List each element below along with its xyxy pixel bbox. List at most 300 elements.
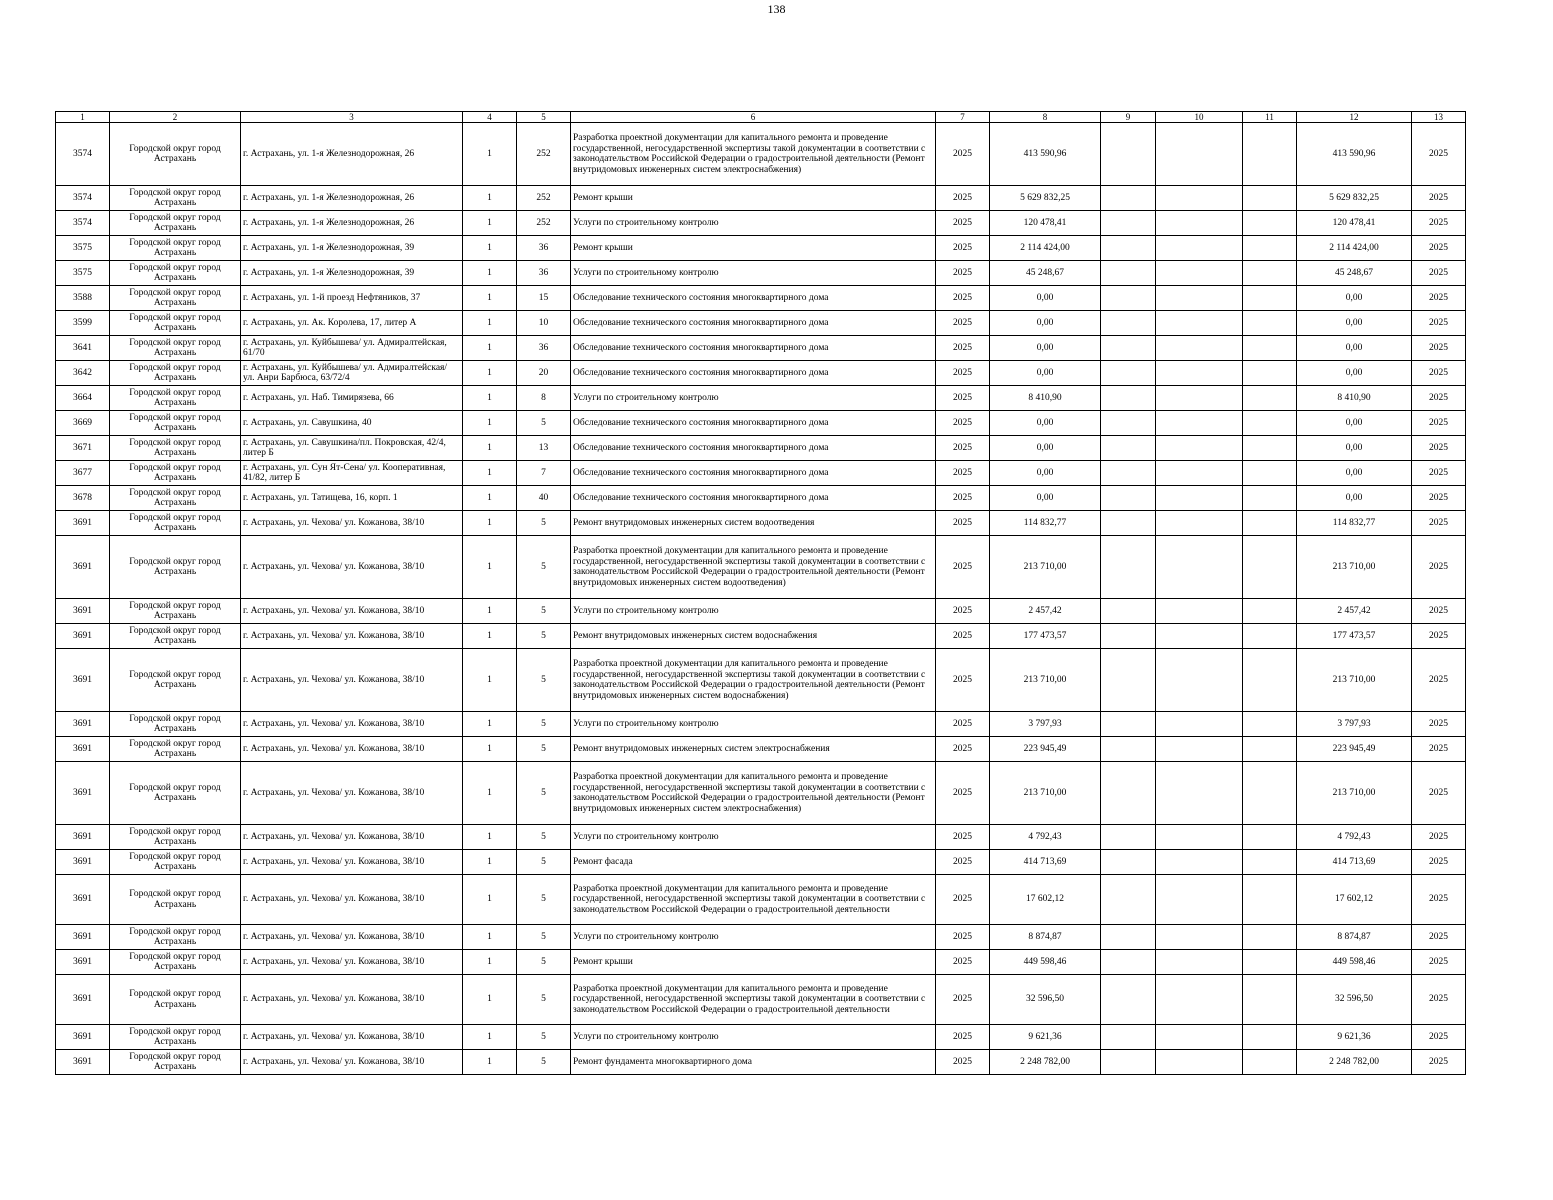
cell-col5: 5 xyxy=(517,712,571,737)
cell-col5: 5 xyxy=(517,762,571,825)
cell-col10 xyxy=(1156,875,1243,925)
cell-col5: 8 xyxy=(517,386,571,411)
cell-cost: 2 248 782,00 xyxy=(990,1050,1101,1075)
cell-cost: 3 797,93 xyxy=(990,712,1101,737)
cell-col4: 1 xyxy=(463,975,517,1025)
cell-col9 xyxy=(1101,536,1156,599)
cell-house-id: 3669 xyxy=(56,411,110,436)
cell-col5: 5 xyxy=(517,1050,571,1075)
cell-year: 2025 xyxy=(936,624,990,649)
table-row xyxy=(56,536,1466,599)
cell-col4: 1 xyxy=(463,649,517,712)
cell-total: 2 248 782,00 xyxy=(1297,1050,1412,1075)
cell-address: г. Астрахань, ул. Чехова/ ул. Кожанова, 38/10 xyxy=(241,712,463,737)
column-header: 9 xyxy=(1101,112,1156,123)
cell-work-type: Услуги по строительному контролю xyxy=(571,712,936,737)
cell-col9 xyxy=(1101,712,1156,737)
cell-year: 2025 xyxy=(936,286,990,311)
cell-year: 2025 xyxy=(936,825,990,850)
cell-col9 xyxy=(1101,975,1156,1025)
cell-end-year: 2025 xyxy=(1412,236,1466,261)
cell-col9 xyxy=(1101,1025,1156,1050)
cell-total: 4 792,43 xyxy=(1297,825,1412,850)
cell-address: г. Астрахань, ул. 1-я Железнодорожная, 26 xyxy=(241,186,463,211)
cell-municipality: Городской округ город Астрахань xyxy=(110,486,241,511)
cell-municipality: Городской округ город Астрахань xyxy=(110,511,241,536)
cell-col11 xyxy=(1243,1050,1297,1075)
cell-col5: 252 xyxy=(517,123,571,186)
cell-year: 2025 xyxy=(936,123,990,186)
cell-col9 xyxy=(1101,211,1156,236)
cell-year: 2025 xyxy=(936,461,990,486)
cell-end-year: 2025 xyxy=(1412,850,1466,875)
table-row xyxy=(56,486,1466,511)
cell-house-id: 3691 xyxy=(56,511,110,536)
column-header: 5 xyxy=(517,112,571,123)
cell-address: г. Астрахань, ул. 1-я Железнодорожная, 26 xyxy=(241,123,463,186)
cell-work-type: Услуги по строительному контролю xyxy=(571,925,936,950)
cell-col11 xyxy=(1243,211,1297,236)
cell-address: г. Астрахань, ул. Ак. Королева, 17, литер А xyxy=(241,311,463,336)
column-header: 11 xyxy=(1243,112,1297,123)
cell-col10 xyxy=(1156,336,1243,361)
cell-col10 xyxy=(1156,1025,1243,1050)
cell-col11 xyxy=(1243,236,1297,261)
cell-total: 0,00 xyxy=(1297,461,1412,486)
cell-municipality: Городской округ город Астрахань xyxy=(110,925,241,950)
cell-col4: 1 xyxy=(463,236,517,261)
cell-col4: 1 xyxy=(463,386,517,411)
cell-col11 xyxy=(1243,286,1297,311)
cell-municipality: Городской округ город Астрахань xyxy=(110,261,241,286)
cell-cost: 17 602,12 xyxy=(990,875,1101,925)
cell-cost: 213 710,00 xyxy=(990,649,1101,712)
cell-col9 xyxy=(1101,875,1156,925)
cell-address: г. Астрахань, ул. Сун Ят-Сена/ ул. Кооперативная, 41/82, литер Б xyxy=(241,461,463,486)
cell-address: г. Астрахань, ул. Чехова/ ул. Кожанова, 38/10 xyxy=(241,875,463,925)
cell-total: 8 410,90 xyxy=(1297,386,1412,411)
cell-col5: 5 xyxy=(517,825,571,850)
table-row xyxy=(56,386,1466,411)
cell-year: 2025 xyxy=(936,762,990,825)
cell-col9 xyxy=(1101,411,1156,436)
cell-col10 xyxy=(1156,286,1243,311)
cell-house-id: 3574 xyxy=(56,186,110,211)
cell-col11 xyxy=(1243,336,1297,361)
cell-cost: 0,00 xyxy=(990,361,1101,386)
cell-cost: 0,00 xyxy=(990,486,1101,511)
cell-cost: 2 114 424,00 xyxy=(990,236,1101,261)
cell-year: 2025 xyxy=(936,950,990,975)
cell-municipality: Городской округ город Астрахань xyxy=(110,850,241,875)
cell-end-year: 2025 xyxy=(1412,825,1466,850)
cell-end-year: 2025 xyxy=(1412,123,1466,186)
cell-col9 xyxy=(1101,762,1156,825)
table-row xyxy=(56,236,1466,261)
cell-house-id: 3691 xyxy=(56,825,110,850)
cell-year: 2025 xyxy=(936,486,990,511)
cell-col9 xyxy=(1101,825,1156,850)
cell-work-type: Разработка проектной документации для капитального ремонта и проведение государственной, негосударственной экспертизы такой документации в соответствии с законодательством Российской Федерации о градостроительной деятельности (Ремонт внутридомовых инженерных систем водоотведения) xyxy=(571,536,936,599)
cell-work-type: Ремонт внутридомовых инженерных систем электроснабжения xyxy=(571,737,936,762)
cell-municipality: Городской округ город Астрахань xyxy=(110,825,241,850)
column-header: 3 xyxy=(241,112,463,123)
cell-cost: 177 473,57 xyxy=(990,624,1101,649)
cell-house-id: 3678 xyxy=(56,486,110,511)
cell-house-id: 3642 xyxy=(56,361,110,386)
cell-col4: 1 xyxy=(463,624,517,649)
cell-total: 3 797,93 xyxy=(1297,712,1412,737)
cell-house-id: 3691 xyxy=(56,850,110,875)
cell-year: 2025 xyxy=(936,1050,990,1075)
cell-col9 xyxy=(1101,486,1156,511)
cell-municipality: Городской округ город Астрахань xyxy=(110,624,241,649)
cell-col4: 1 xyxy=(463,950,517,975)
cell-municipality: Городской округ город Астрахань xyxy=(110,461,241,486)
cell-municipality: Городской округ город Астрахань xyxy=(110,311,241,336)
cell-municipality: Городской округ город Астрахань xyxy=(110,361,241,386)
cell-col10 xyxy=(1156,486,1243,511)
cell-col10 xyxy=(1156,975,1243,1025)
cell-end-year: 2025 xyxy=(1412,286,1466,311)
cell-col10 xyxy=(1156,211,1243,236)
cell-col10 xyxy=(1156,311,1243,336)
cell-col5: 5 xyxy=(517,875,571,925)
cell-year: 2025 xyxy=(936,236,990,261)
cell-house-id: 3575 xyxy=(56,261,110,286)
cell-cost: 8 410,90 xyxy=(990,386,1101,411)
cell-col10 xyxy=(1156,511,1243,536)
cell-address: г. Астрахань, ул. Чехова/ ул. Кожанова, 38/10 xyxy=(241,762,463,825)
cell-municipality: Городской округ город Астрахань xyxy=(110,1050,241,1075)
cell-work-type: Разработка проектной документации для капитального ремонта и проведение государственной, негосударственной экспертизы такой документации в соответствии с законодательством Российской Федерации о градостроительной деятельности xyxy=(571,875,936,925)
cell-cost: 9 621,36 xyxy=(990,1025,1101,1050)
cell-work-type: Услуги по строительному контролю xyxy=(571,1025,936,1050)
cell-total: 0,00 xyxy=(1297,436,1412,461)
cell-col9 xyxy=(1101,737,1156,762)
cell-cost: 5 629 832,25 xyxy=(990,186,1101,211)
cell-work-type: Ремонт крыши xyxy=(571,236,936,261)
cell-house-id: 3677 xyxy=(56,461,110,486)
cell-col11 xyxy=(1243,850,1297,875)
cell-col10 xyxy=(1156,850,1243,875)
cell-cost: 4 792,43 xyxy=(990,825,1101,850)
cell-col9 xyxy=(1101,511,1156,536)
cell-col11 xyxy=(1243,361,1297,386)
cell-end-year: 2025 xyxy=(1412,925,1466,950)
cell-col11 xyxy=(1243,1025,1297,1050)
cell-end-year: 2025 xyxy=(1412,624,1466,649)
cell-col11 xyxy=(1243,386,1297,411)
table-row xyxy=(56,461,1466,486)
cell-col11 xyxy=(1243,762,1297,825)
cell-municipality: Городской округ город Астрахань xyxy=(110,186,241,211)
cell-col11 xyxy=(1243,712,1297,737)
column-header: 2 xyxy=(110,112,241,123)
cell-total: 213 710,00 xyxy=(1297,649,1412,712)
cell-address: г. Астрахань, ул. 1-я Железнодорожная, 39 xyxy=(241,236,463,261)
cell-house-id: 3574 xyxy=(56,123,110,186)
cell-col10 xyxy=(1156,1050,1243,1075)
cell-col5: 5 xyxy=(517,599,571,624)
cell-cost: 32 596,50 xyxy=(990,975,1101,1025)
cell-col9 xyxy=(1101,386,1156,411)
cell-house-id: 3691 xyxy=(56,624,110,649)
table-row xyxy=(56,762,1466,825)
cell-col5: 5 xyxy=(517,975,571,1025)
cell-year: 2025 xyxy=(936,511,990,536)
cell-col10 xyxy=(1156,411,1243,436)
cell-col9 xyxy=(1101,186,1156,211)
cell-col5: 252 xyxy=(517,211,571,236)
cell-col9 xyxy=(1101,461,1156,486)
cell-col5: 10 xyxy=(517,311,571,336)
cell-total: 0,00 xyxy=(1297,361,1412,386)
cell-col4: 1 xyxy=(463,1025,517,1050)
cell-end-year: 2025 xyxy=(1412,975,1466,1025)
cell-work-type: Ремонт фасада xyxy=(571,850,936,875)
cell-end-year: 2025 xyxy=(1412,875,1466,925)
cell-cost: 223 945,49 xyxy=(990,737,1101,762)
table-row xyxy=(56,336,1466,361)
cell-house-id: 3588 xyxy=(56,286,110,311)
cell-address: г. Астрахань, ул. Чехова/ ул. Кожанова, 38/10 xyxy=(241,536,463,599)
cell-end-year: 2025 xyxy=(1412,737,1466,762)
cell-end-year: 2025 xyxy=(1412,436,1466,461)
cell-col11 xyxy=(1243,624,1297,649)
cell-work-type: Услуги по строительному контролю xyxy=(571,599,936,624)
cell-municipality: Городской округ город Астрахань xyxy=(110,649,241,712)
cell-house-id: 3671 xyxy=(56,436,110,461)
cell-address: г. Астрахань, ул. Чехова/ ул. Кожанова, 38/10 xyxy=(241,825,463,850)
cell-cost: 413 590,96 xyxy=(990,123,1101,186)
cell-house-id: 3691 xyxy=(56,712,110,737)
cell-col4: 1 xyxy=(463,411,517,436)
table-row xyxy=(56,1025,1466,1050)
cell-col9 xyxy=(1101,261,1156,286)
cell-col9 xyxy=(1101,236,1156,261)
cell-col11 xyxy=(1243,975,1297,1025)
cell-col4: 1 xyxy=(463,123,517,186)
cell-col10 xyxy=(1156,123,1243,186)
cell-end-year: 2025 xyxy=(1412,712,1466,737)
cell-col4: 1 xyxy=(463,536,517,599)
cell-col4: 1 xyxy=(463,925,517,950)
cell-col4: 1 xyxy=(463,737,517,762)
cell-address: г. Астрахань, ул. 1-й проезд Нефтяников, 37 xyxy=(241,286,463,311)
cell-col9 xyxy=(1101,950,1156,975)
cell-col9 xyxy=(1101,311,1156,336)
cell-col11 xyxy=(1243,599,1297,624)
cell-municipality: Городской округ город Астрахань xyxy=(110,286,241,311)
cell-col10 xyxy=(1156,624,1243,649)
cell-year: 2025 xyxy=(936,1025,990,1050)
cell-col5: 5 xyxy=(517,737,571,762)
cell-work-type: Обследование технического состояния многоквартирного дома xyxy=(571,336,936,361)
cell-total: 177 473,57 xyxy=(1297,624,1412,649)
cell-municipality: Городской округ город Астрахань xyxy=(110,536,241,599)
cell-address: г. Астрахань, ул. Чехова/ ул. Кожанова, 38/10 xyxy=(241,850,463,875)
cell-total: 9 621,36 xyxy=(1297,1025,1412,1050)
table-row xyxy=(56,950,1466,975)
cell-house-id: 3691 xyxy=(56,925,110,950)
cell-house-id: 3691 xyxy=(56,950,110,975)
cell-cost: 2 457,42 xyxy=(990,599,1101,624)
cell-col9 xyxy=(1101,123,1156,186)
cell-end-year: 2025 xyxy=(1412,536,1466,599)
cell-year: 2025 xyxy=(936,599,990,624)
cell-municipality: Городской округ город Астрахань xyxy=(110,411,241,436)
cell-col9 xyxy=(1101,436,1156,461)
column-header-row xyxy=(56,112,1466,123)
cell-col5: 252 xyxy=(517,186,571,211)
cell-col10 xyxy=(1156,536,1243,599)
cell-total: 114 832,77 xyxy=(1297,511,1412,536)
cell-col11 xyxy=(1243,461,1297,486)
cell-address: г. Астрахань, ул. Савушкина/пл. Покровская, 42/4, литер Б xyxy=(241,436,463,461)
cell-house-id: 3641 xyxy=(56,336,110,361)
cell-col10 xyxy=(1156,436,1243,461)
cell-municipality: Городской округ город Астрахань xyxy=(110,762,241,825)
cell-col10 xyxy=(1156,925,1243,950)
column-header: 4 xyxy=(463,112,517,123)
cell-end-year: 2025 xyxy=(1412,461,1466,486)
cell-col10 xyxy=(1156,261,1243,286)
table-row xyxy=(56,599,1466,624)
cell-col11 xyxy=(1243,925,1297,950)
cell-address: г. Астрахань, ул. Куйбышева/ ул. Адмиралтейская/ ул. Анри Барбюса, 63/72/4 xyxy=(241,361,463,386)
cell-end-year: 2025 xyxy=(1412,762,1466,825)
cell-work-type: Услуги по строительному контролю xyxy=(571,261,936,286)
cell-total: 213 710,00 xyxy=(1297,762,1412,825)
table-row xyxy=(56,624,1466,649)
cell-year: 2025 xyxy=(936,211,990,236)
cell-col5: 5 xyxy=(517,850,571,875)
cell-col5: 7 xyxy=(517,461,571,486)
table-row xyxy=(56,286,1466,311)
cell-house-id: 3691 xyxy=(56,649,110,712)
table-row xyxy=(56,436,1466,461)
cell-col9 xyxy=(1101,361,1156,386)
cell-total: 0,00 xyxy=(1297,286,1412,311)
cell-year: 2025 xyxy=(936,261,990,286)
cell-year: 2025 xyxy=(936,875,990,925)
cell-address: г. Астрахань, ул. Наб. Тимирязева, 66 xyxy=(241,386,463,411)
cell-col9 xyxy=(1101,850,1156,875)
cell-house-id: 3574 xyxy=(56,211,110,236)
cell-col5: 5 xyxy=(517,925,571,950)
cell-col4: 1 xyxy=(463,511,517,536)
cell-col5: 5 xyxy=(517,1025,571,1050)
cell-address: г. Астрахань, ул. Куйбышева/ ул. Адмиралтейская, 61/70 xyxy=(241,336,463,361)
cell-total: 0,00 xyxy=(1297,311,1412,336)
cell-col4: 1 xyxy=(463,186,517,211)
cell-address: г. Астрахань, ул. Савушкина, 40 xyxy=(241,411,463,436)
cell-municipality: Городской округ город Астрахань xyxy=(110,975,241,1025)
cell-col11 xyxy=(1243,486,1297,511)
cell-year: 2025 xyxy=(936,336,990,361)
cell-total: 17 602,12 xyxy=(1297,875,1412,925)
cell-end-year: 2025 xyxy=(1412,950,1466,975)
cell-col4: 1 xyxy=(463,461,517,486)
cell-col11 xyxy=(1243,536,1297,599)
cell-house-id: 3691 xyxy=(56,1025,110,1050)
cell-col9 xyxy=(1101,286,1156,311)
cell-col9 xyxy=(1101,599,1156,624)
cell-col10 xyxy=(1156,386,1243,411)
cell-col11 xyxy=(1243,311,1297,336)
column-header: 12 xyxy=(1297,112,1412,123)
cell-col10 xyxy=(1156,825,1243,850)
cell-col4: 1 xyxy=(463,361,517,386)
cell-municipality: Городской округ город Астрахань xyxy=(110,599,241,624)
cell-cost: 8 874,87 xyxy=(990,925,1101,950)
cell-col5: 5 xyxy=(517,624,571,649)
cell-cost: 0,00 xyxy=(990,336,1101,361)
cell-year: 2025 xyxy=(936,649,990,712)
cell-col4: 1 xyxy=(463,311,517,336)
cell-address: г. Астрахань, ул. 1-я Железнодорожная, 26 xyxy=(241,211,463,236)
table-row xyxy=(56,1050,1466,1075)
cell-end-year: 2025 xyxy=(1412,1025,1466,1050)
cell-col9 xyxy=(1101,649,1156,712)
table-row xyxy=(56,261,1466,286)
cell-col10 xyxy=(1156,186,1243,211)
cell-col5: 5 xyxy=(517,411,571,436)
cell-col4: 1 xyxy=(463,486,517,511)
cell-year: 2025 xyxy=(936,712,990,737)
cell-col5: 36 xyxy=(517,236,571,261)
cell-total: 120 478,41 xyxy=(1297,211,1412,236)
cell-house-id: 3691 xyxy=(56,536,110,599)
cell-address: г. Астрахань, ул. Чехова/ ул. Кожанова, 38/10 xyxy=(241,624,463,649)
cell-address: г. Астрахань, ул. Чехова/ ул. Кожанова, 38/10 xyxy=(241,1050,463,1075)
cell-col11 xyxy=(1243,261,1297,286)
cell-address: г. Астрахань, ул. Чехова/ ул. Кожанова, 38/10 xyxy=(241,511,463,536)
cell-end-year: 2025 xyxy=(1412,486,1466,511)
table-row xyxy=(56,211,1466,236)
cell-year: 2025 xyxy=(936,737,990,762)
table-row xyxy=(56,511,1466,536)
cell-municipality: Городской округ город Астрахань xyxy=(110,950,241,975)
cell-col4: 1 xyxy=(463,261,517,286)
cell-work-type: Разработка проектной документации для капитального ремонта и проведение государственной, негосударственной экспертизы такой документации в соответствии с законодательством Российской Федерации о градостроительной деятельности (Ремонт внутридомовых инженерных систем электроснабжения) xyxy=(571,762,936,825)
table-row xyxy=(56,123,1466,186)
cell-col11 xyxy=(1243,950,1297,975)
table-row xyxy=(56,311,1466,336)
cell-total: 32 596,50 xyxy=(1297,975,1412,1025)
cell-end-year: 2025 xyxy=(1412,261,1466,286)
cell-col5: 5 xyxy=(517,536,571,599)
column-header: 6 xyxy=(571,112,936,123)
cell-work-type: Ремонт крыши xyxy=(571,186,936,211)
cell-work-type: Разработка проектной документации для капитального ремонта и проведение государственной, негосударственной экспертизы такой документации в соответствии с законодательством Российской Федерации о градостроительной деятельности (Ремонт внутридомовых инженерных систем водоснабжения) xyxy=(571,649,936,712)
cell-year: 2025 xyxy=(936,975,990,1025)
cell-col10 xyxy=(1156,762,1243,825)
cell-house-id: 3691 xyxy=(56,762,110,825)
table-row xyxy=(56,361,1466,386)
column-header: 13 xyxy=(1412,112,1466,123)
cell-cost: 0,00 xyxy=(990,311,1101,336)
page-number: 138 xyxy=(767,2,786,16)
table-row xyxy=(56,712,1466,737)
cell-end-year: 2025 xyxy=(1412,186,1466,211)
cell-house-id: 3664 xyxy=(56,386,110,411)
column-header: 1 xyxy=(56,112,110,123)
cell-col11 xyxy=(1243,411,1297,436)
cell-total: 413 590,96 xyxy=(1297,123,1412,186)
cell-municipality: Городской округ город Астрахань xyxy=(110,1025,241,1050)
